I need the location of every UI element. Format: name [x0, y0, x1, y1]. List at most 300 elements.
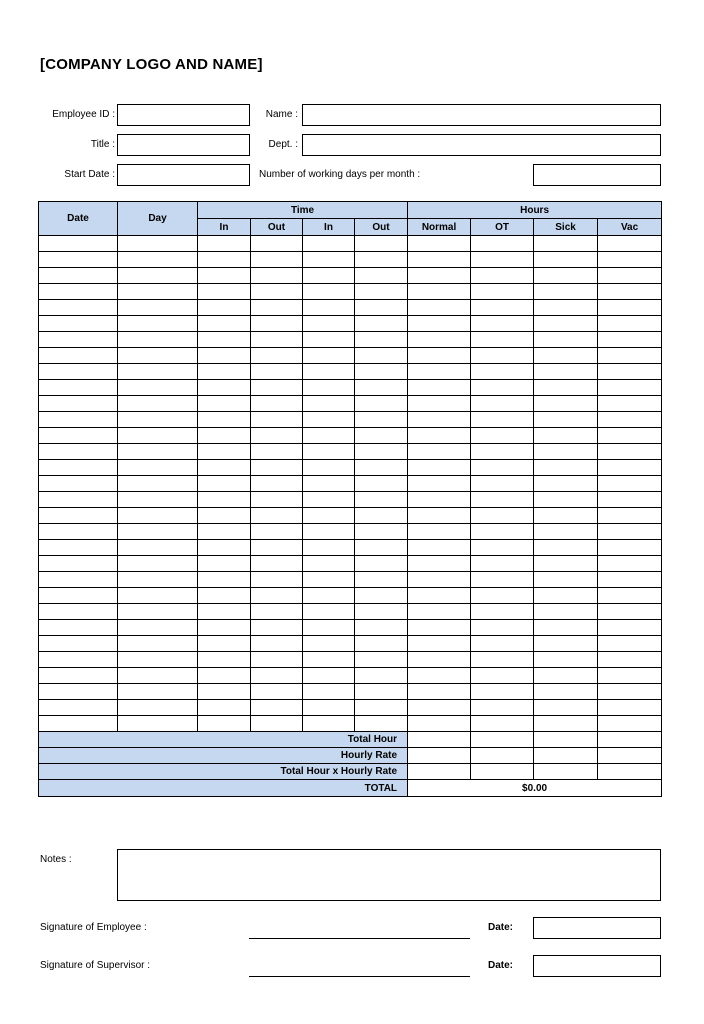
cell-time-in-1[interactable]: [198, 412, 251, 428]
cell-time-in-1[interactable]: [198, 524, 251, 540]
cell-ot[interactable]: [471, 668, 534, 684]
cell-time-in-2[interactable]: [303, 668, 355, 684]
cell-vac[interactable]: [598, 556, 662, 572]
cell-vac[interactable]: [598, 476, 662, 492]
cell-ot[interactable]: [471, 604, 534, 620]
cell-vac[interactable]: [598, 444, 662, 460]
cell-time-out-1[interactable]: [251, 572, 303, 588]
cell-ot[interactable]: [471, 556, 534, 572]
cell-time-out-1[interactable]: [251, 348, 303, 364]
cell-ot[interactable]: [471, 620, 534, 636]
cell-day[interactable]: [118, 380, 198, 396]
cell-time-in-1[interactable]: [198, 300, 251, 316]
cell-vac[interactable]: [598, 684, 662, 700]
total-hour-vac[interactable]: [598, 732, 662, 748]
cell-ot[interactable]: [471, 684, 534, 700]
cell-time-in-1[interactable]: [198, 588, 251, 604]
cell-time-in-1[interactable]: [198, 652, 251, 668]
cell-time-in-1[interactable]: [198, 700, 251, 716]
cell-normal[interactable]: [408, 700, 471, 716]
cell-time-in-1[interactable]: [198, 268, 251, 284]
cell-time-in-1[interactable]: [198, 364, 251, 380]
cell-normal[interactable]: [408, 684, 471, 700]
cell-sick[interactable]: [534, 556, 598, 572]
cell-normal[interactable]: [408, 252, 471, 268]
cell-time-out-2[interactable]: [355, 332, 408, 348]
cell-day[interactable]: [118, 572, 198, 588]
cell-time-out-1[interactable]: [251, 364, 303, 380]
cell-normal[interactable]: [408, 428, 471, 444]
cell-time-out-2[interactable]: [355, 268, 408, 284]
cell-vac[interactable]: [598, 412, 662, 428]
cell-normal[interactable]: [408, 348, 471, 364]
cell-date[interactable]: [39, 668, 118, 684]
cell-date[interactable]: [39, 684, 118, 700]
cell-date[interactable]: [39, 604, 118, 620]
cell-time-out-2[interactable]: [355, 412, 408, 428]
cell-time-out-1[interactable]: [251, 236, 303, 252]
cell-date[interactable]: [39, 332, 118, 348]
total-hour-sick[interactable]: [534, 732, 598, 748]
cell-time-out-2[interactable]: [355, 540, 408, 556]
cell-ot[interactable]: [471, 460, 534, 476]
cell-time-in-2[interactable]: [303, 524, 355, 540]
cell-date[interactable]: [39, 268, 118, 284]
cell-time-out-2[interactable]: [355, 348, 408, 364]
cell-date[interactable]: [39, 716, 118, 732]
cell-ot[interactable]: [471, 284, 534, 300]
cell-ot[interactable]: [471, 428, 534, 444]
cell-normal[interactable]: [408, 236, 471, 252]
cell-time-out-1[interactable]: [251, 252, 303, 268]
cell-vac[interactable]: [598, 540, 662, 556]
supervisor-date-field[interactable]: [533, 955, 661, 977]
cell-time-in-2[interactable]: [303, 556, 355, 572]
cell-time-out-1[interactable]: [251, 444, 303, 460]
hourly-rate-vac[interactable]: [598, 748, 662, 764]
cell-time-in-2[interactable]: [303, 412, 355, 428]
cell-date[interactable]: [39, 508, 118, 524]
cell-date[interactable]: [39, 492, 118, 508]
cell-sick[interactable]: [534, 620, 598, 636]
cell-date[interactable]: [39, 620, 118, 636]
cell-vac[interactable]: [598, 396, 662, 412]
cell-sick[interactable]: [534, 236, 598, 252]
cell-day[interactable]: [118, 620, 198, 636]
cell-ot[interactable]: [471, 476, 534, 492]
cell-vac[interactable]: [598, 300, 662, 316]
cell-normal[interactable]: [408, 588, 471, 604]
cell-vac[interactable]: [598, 428, 662, 444]
cell-vac[interactable]: [598, 716, 662, 732]
cell-normal[interactable]: [408, 620, 471, 636]
cell-vac[interactable]: [598, 284, 662, 300]
cell-time-out-1[interactable]: [251, 604, 303, 620]
cell-time-out-2[interactable]: [355, 604, 408, 620]
cell-sick[interactable]: [534, 636, 598, 652]
name-field[interactable]: [302, 104, 661, 126]
cell-sick[interactable]: [534, 508, 598, 524]
cell-sick[interactable]: [534, 252, 598, 268]
cell-sick[interactable]: [534, 364, 598, 380]
cell-normal[interactable]: [408, 636, 471, 652]
cell-time-in-1[interactable]: [198, 444, 251, 460]
cell-normal[interactable]: [408, 284, 471, 300]
cell-time-out-1[interactable]: [251, 636, 303, 652]
cell-time-in-2[interactable]: [303, 444, 355, 460]
cell-ot[interactable]: [471, 300, 534, 316]
cell-vac[interactable]: [598, 460, 662, 476]
cell-date[interactable]: [39, 588, 118, 604]
cell-normal[interactable]: [408, 332, 471, 348]
cell-normal[interactable]: [408, 316, 471, 332]
cell-date[interactable]: [39, 396, 118, 412]
cell-date[interactable]: [39, 428, 118, 444]
cell-normal[interactable]: [408, 556, 471, 572]
cell-ot[interactable]: [471, 572, 534, 588]
cell-time-out-2[interactable]: [355, 572, 408, 588]
cell-vac[interactable]: [598, 252, 662, 268]
cell-time-out-2[interactable]: [355, 300, 408, 316]
cell-time-out-2[interactable]: [355, 380, 408, 396]
cell-day[interactable]: [118, 508, 198, 524]
cell-time-out-1[interactable]: [251, 492, 303, 508]
cell-sick[interactable]: [534, 444, 598, 460]
cell-time-in-2[interactable]: [303, 380, 355, 396]
total-x-rate-vac[interactable]: [598, 764, 662, 780]
cell-sick[interactable]: [534, 284, 598, 300]
cell-day[interactable]: [118, 684, 198, 700]
start-date-field[interactable]: [117, 164, 250, 186]
cell-day[interactable]: [118, 588, 198, 604]
cell-time-in-1[interactable]: [198, 460, 251, 476]
cell-date[interactable]: [39, 348, 118, 364]
cell-time-in-2[interactable]: [303, 588, 355, 604]
cell-normal[interactable]: [408, 300, 471, 316]
cell-ot[interactable]: [471, 348, 534, 364]
cell-date[interactable]: [39, 540, 118, 556]
cell-time-in-1[interactable]: [198, 668, 251, 684]
cell-time-in-2[interactable]: [303, 636, 355, 652]
supervisor-signature-line[interactable]: [249, 976, 470, 977]
cell-sick[interactable]: [534, 412, 598, 428]
cell-normal[interactable]: [408, 364, 471, 380]
cell-time-in-2[interactable]: [303, 236, 355, 252]
cell-vac[interactable]: [598, 636, 662, 652]
cell-sick[interactable]: [534, 700, 598, 716]
cell-time-out-2[interactable]: [355, 700, 408, 716]
cell-day[interactable]: [118, 268, 198, 284]
hourly-rate-ot[interactable]: [471, 748, 534, 764]
cell-time-out-1[interactable]: [251, 668, 303, 684]
cell-sick[interactable]: [534, 460, 598, 476]
cell-day[interactable]: [118, 652, 198, 668]
total-x-rate-sick[interactable]: [534, 764, 598, 780]
cell-normal[interactable]: [408, 604, 471, 620]
cell-time-out-1[interactable]: [251, 268, 303, 284]
cell-time-in-1[interactable]: [198, 620, 251, 636]
cell-ot[interactable]: [471, 380, 534, 396]
cell-sick[interactable]: [534, 476, 598, 492]
cell-time-out-2[interactable]: [355, 636, 408, 652]
cell-vac[interactable]: [598, 348, 662, 364]
working-days-field[interactable]: [533, 164, 661, 186]
cell-time-in-2[interactable]: [303, 684, 355, 700]
cell-time-out-1[interactable]: [251, 700, 303, 716]
cell-date[interactable]: [39, 572, 118, 588]
cell-day[interactable]: [118, 396, 198, 412]
cell-time-in-2[interactable]: [303, 700, 355, 716]
cell-date[interactable]: [39, 652, 118, 668]
cell-time-in-1[interactable]: [198, 604, 251, 620]
cell-day[interactable]: [118, 412, 198, 428]
employee-date-field[interactable]: [533, 917, 661, 939]
cell-normal[interactable]: [408, 476, 471, 492]
notes-field[interactable]: [117, 849, 661, 901]
cell-vac[interactable]: [598, 652, 662, 668]
cell-time-in-1[interactable]: [198, 508, 251, 524]
cell-time-out-1[interactable]: [251, 684, 303, 700]
cell-time-out-1[interactable]: [251, 412, 303, 428]
cell-sick[interactable]: [534, 668, 598, 684]
cell-time-out-2[interactable]: [355, 252, 408, 268]
cell-vac[interactable]: [598, 524, 662, 540]
cell-time-in-1[interactable]: [198, 252, 251, 268]
employee-signature-line[interactable]: [249, 938, 470, 939]
cell-ot[interactable]: [471, 652, 534, 668]
cell-normal[interactable]: [408, 508, 471, 524]
cell-time-in-2[interactable]: [303, 508, 355, 524]
cell-time-out-2[interactable]: [355, 556, 408, 572]
cell-date[interactable]: [39, 380, 118, 396]
cell-ot[interactable]: [471, 492, 534, 508]
cell-day[interactable]: [118, 700, 198, 716]
cell-time-in-1[interactable]: [198, 284, 251, 300]
cell-day[interactable]: [118, 668, 198, 684]
cell-time-out-2[interactable]: [355, 444, 408, 460]
total-hour-ot[interactable]: [471, 732, 534, 748]
cell-date[interactable]: [39, 700, 118, 716]
cell-ot[interactable]: [471, 700, 534, 716]
cell-ot[interactable]: [471, 364, 534, 380]
cell-date[interactable]: [39, 252, 118, 268]
cell-normal[interactable]: [408, 380, 471, 396]
cell-ot[interactable]: [471, 524, 534, 540]
cell-time-in-1[interactable]: [198, 476, 251, 492]
cell-time-out-2[interactable]: [355, 476, 408, 492]
cell-date[interactable]: [39, 524, 118, 540]
cell-vac[interactable]: [598, 268, 662, 284]
cell-sick[interactable]: [534, 652, 598, 668]
cell-time-in-2[interactable]: [303, 396, 355, 412]
cell-normal[interactable]: [408, 716, 471, 732]
cell-sick[interactable]: [534, 268, 598, 284]
cell-sick[interactable]: [534, 300, 598, 316]
cell-time-out-1[interactable]: [251, 332, 303, 348]
cell-time-out-1[interactable]: [251, 716, 303, 732]
cell-time-in-1[interactable]: [198, 332, 251, 348]
cell-ot[interactable]: [471, 588, 534, 604]
cell-time-out-1[interactable]: [251, 588, 303, 604]
cell-time-out-1[interactable]: [251, 396, 303, 412]
cell-time-in-1[interactable]: [198, 316, 251, 332]
cell-day[interactable]: [118, 476, 198, 492]
cell-day[interactable]: [118, 460, 198, 476]
cell-time-in-1[interactable]: [198, 428, 251, 444]
cell-ot[interactable]: [471, 268, 534, 284]
cell-time-in-2[interactable]: [303, 460, 355, 476]
cell-date[interactable]: [39, 316, 118, 332]
cell-time-in-2[interactable]: [303, 284, 355, 300]
cell-time-out-1[interactable]: [251, 460, 303, 476]
cell-time-in-1[interactable]: [198, 556, 251, 572]
cell-time-out-1[interactable]: [251, 524, 303, 540]
cell-time-in-1[interactable]: [198, 396, 251, 412]
cell-sick[interactable]: [534, 572, 598, 588]
cell-ot[interactable]: [471, 316, 534, 332]
cell-normal[interactable]: [408, 444, 471, 460]
cell-day[interactable]: [118, 540, 198, 556]
cell-vac[interactable]: [598, 332, 662, 348]
cell-date[interactable]: [39, 412, 118, 428]
cell-normal[interactable]: [408, 540, 471, 556]
total-x-rate-normal[interactable]: [408, 764, 471, 780]
cell-time-out-2[interactable]: [355, 364, 408, 380]
cell-time-out-2[interactable]: [355, 428, 408, 444]
cell-sick[interactable]: [534, 332, 598, 348]
cell-time-out-2[interactable]: [355, 588, 408, 604]
cell-normal[interactable]: [408, 460, 471, 476]
cell-ot[interactable]: [471, 540, 534, 556]
cell-ot[interactable]: [471, 252, 534, 268]
cell-time-out-2[interactable]: [355, 508, 408, 524]
cell-time-out-1[interactable]: [251, 300, 303, 316]
cell-date[interactable]: [39, 364, 118, 380]
cell-vac[interactable]: [598, 572, 662, 588]
cell-normal[interactable]: [408, 572, 471, 588]
cell-day[interactable]: [118, 636, 198, 652]
cell-time-in-2[interactable]: [303, 300, 355, 316]
cell-time-out-1[interactable]: [251, 540, 303, 556]
cell-day[interactable]: [118, 716, 198, 732]
cell-sick[interactable]: [534, 588, 598, 604]
cell-vac[interactable]: [598, 620, 662, 636]
cell-time-out-1[interactable]: [251, 316, 303, 332]
cell-time-in-2[interactable]: [303, 476, 355, 492]
cell-time-out-1[interactable]: [251, 380, 303, 396]
cell-vac[interactable]: [598, 508, 662, 524]
cell-time-in-1[interactable]: [198, 540, 251, 556]
cell-time-in-2[interactable]: [303, 348, 355, 364]
cell-time-out-1[interactable]: [251, 284, 303, 300]
cell-sick[interactable]: [534, 492, 598, 508]
cell-vac[interactable]: [598, 316, 662, 332]
cell-time-in-1[interactable]: [198, 684, 251, 700]
cell-date[interactable]: [39, 460, 118, 476]
cell-time-out-2[interactable]: [355, 396, 408, 412]
cell-ot[interactable]: [471, 332, 534, 348]
cell-normal[interactable]: [408, 396, 471, 412]
cell-sick[interactable]: [534, 316, 598, 332]
cell-vac[interactable]: [598, 668, 662, 684]
cell-sick[interactable]: [534, 380, 598, 396]
cell-time-in-2[interactable]: [303, 620, 355, 636]
cell-ot[interactable]: [471, 412, 534, 428]
cell-vac[interactable]: [598, 364, 662, 380]
cell-day[interactable]: [118, 236, 198, 252]
cell-date[interactable]: [39, 284, 118, 300]
cell-time-out-2[interactable]: [355, 460, 408, 476]
cell-time-in-1[interactable]: [198, 716, 251, 732]
cell-vac[interactable]: [598, 588, 662, 604]
cell-time-out-2[interactable]: [355, 236, 408, 252]
cell-time-out-1[interactable]: [251, 652, 303, 668]
cell-time-in-2[interactable]: [303, 332, 355, 348]
cell-normal[interactable]: [408, 524, 471, 540]
cell-sick[interactable]: [534, 540, 598, 556]
cell-time-out-1[interactable]: [251, 620, 303, 636]
cell-day[interactable]: [118, 348, 198, 364]
cell-date[interactable]: [39, 636, 118, 652]
cell-vac[interactable]: [598, 380, 662, 396]
cell-sick[interactable]: [534, 396, 598, 412]
cell-time-in-2[interactable]: [303, 652, 355, 668]
hourly-rate-sick[interactable]: [534, 748, 598, 764]
cell-vac[interactable]: [598, 604, 662, 620]
hourly-rate-normal[interactable]: [408, 748, 471, 764]
cell-vac[interactable]: [598, 700, 662, 716]
cell-vac[interactable]: [598, 236, 662, 252]
cell-time-in-2[interactable]: [303, 540, 355, 556]
cell-time-out-1[interactable]: [251, 508, 303, 524]
cell-ot[interactable]: [471, 396, 534, 412]
cell-day[interactable]: [118, 444, 198, 460]
cell-sick[interactable]: [534, 524, 598, 540]
cell-time-in-2[interactable]: [303, 716, 355, 732]
cell-normal[interactable]: [408, 492, 471, 508]
cell-time-in-2[interactable]: [303, 268, 355, 284]
cell-vac[interactable]: [598, 492, 662, 508]
cell-time-out-2[interactable]: [355, 316, 408, 332]
cell-time-in-1[interactable]: [198, 492, 251, 508]
cell-time-out-2[interactable]: [355, 716, 408, 732]
cell-day[interactable]: [118, 316, 198, 332]
cell-day[interactable]: [118, 524, 198, 540]
cell-time-in-2[interactable]: [303, 252, 355, 268]
cell-time-out-2[interactable]: [355, 284, 408, 300]
cell-time-in-2[interactable]: [303, 364, 355, 380]
cell-date[interactable]: [39, 236, 118, 252]
cell-date[interactable]: [39, 476, 118, 492]
cell-day[interactable]: [118, 284, 198, 300]
cell-time-out-2[interactable]: [355, 492, 408, 508]
cell-time-in-2[interactable]: [303, 316, 355, 332]
cell-day[interactable]: [118, 364, 198, 380]
cell-day[interactable]: [118, 428, 198, 444]
cell-day[interactable]: [118, 556, 198, 572]
cell-date[interactable]: [39, 300, 118, 316]
cell-ot[interactable]: [471, 236, 534, 252]
cell-sick[interactable]: [534, 684, 598, 700]
cell-time-in-1[interactable]: [198, 236, 251, 252]
cell-time-out-2[interactable]: [355, 524, 408, 540]
cell-day[interactable]: [118, 300, 198, 316]
cell-day[interactable]: [118, 332, 198, 348]
cell-day[interactable]: [118, 252, 198, 268]
cell-time-out-2[interactable]: [355, 668, 408, 684]
total-x-rate-ot[interactable]: [471, 764, 534, 780]
cell-time-in-1[interactable]: [198, 348, 251, 364]
